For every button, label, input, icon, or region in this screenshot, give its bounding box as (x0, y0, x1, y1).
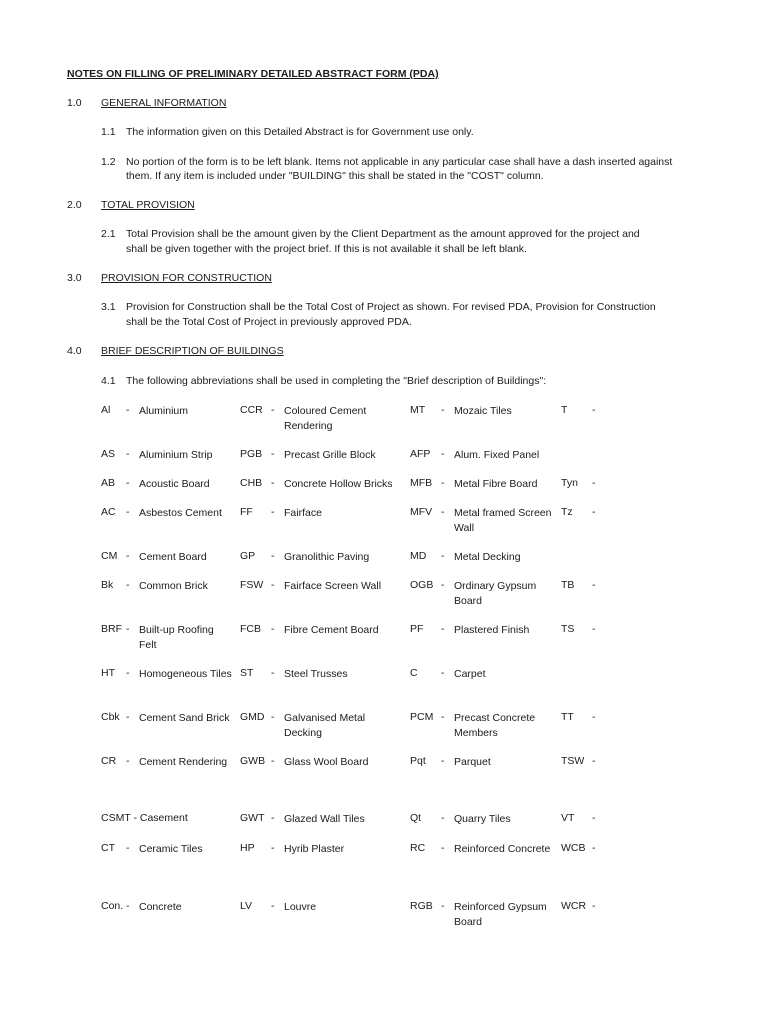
abbreviation-code: MFV (410, 506, 433, 518)
abbreviation-dash: - (441, 404, 445, 416)
abbreviation-code: WCB (561, 842, 586, 854)
abbreviation-code: CT (101, 842, 115, 854)
abbreviation-dash: - (271, 812, 275, 824)
section-heading: GENERAL INFORMATION (101, 97, 227, 109)
abbreviation-dash: - (441, 579, 445, 591)
abbreviation-description: Granolithic Paving (284, 551, 370, 563)
abbreviation-code: HP (240, 842, 255, 854)
abbreviation-description: Cement Sand Brick (139, 712, 230, 724)
abbreviation-dash: - (441, 812, 445, 824)
section-heading: BRIEF DESCRIPTION OF BUILDINGS (101, 345, 284, 357)
abbreviation-description: Mozaic Tiles (454, 405, 512, 417)
abbreviation-description: Hyrib Plaster (284, 843, 345, 855)
section-number: 1.0 (67, 97, 82, 109)
abbreviation-code: RC (410, 842, 426, 854)
section-heading: PROVISION FOR CONSTRUCTION (101, 272, 272, 284)
abbreviation-code: MD (410, 550, 427, 562)
abbreviation-description: Acoustic Board (139, 478, 210, 490)
abbreviation-description: Plastered Finish (454, 624, 530, 636)
abbreviation-code: Tz (561, 506, 573, 518)
abbreviation-code: CM (101, 550, 118, 562)
item-number: 1.2 (101, 156, 116, 168)
abbreviation-code: Qt (410, 812, 422, 824)
abbreviation-code: GWB (240, 755, 266, 767)
abbreviation-code: Pqt (410, 755, 426, 767)
abbreviation-description: Louvre (284, 901, 317, 913)
abbreviation-dash: - (271, 842, 275, 854)
abbreviation-description: Fairface (284, 507, 322, 519)
abbreviation-dash: - (126, 506, 130, 518)
abbreviation-dash: - (592, 579, 596, 591)
abbreviation-dash: - (271, 579, 275, 591)
abbreviation-dash: - (592, 623, 596, 635)
abbreviation-code: TB (561, 579, 575, 591)
abbreviation-code: PGB (240, 448, 263, 460)
abbreviation-dash: - (592, 711, 596, 723)
abbreviation-dash: - (441, 506, 445, 518)
abbreviation-description: Galvanised Metal Decking (284, 712, 366, 739)
abbreviation-description: Steel Trusses (284, 668, 348, 680)
abbreviation-dash: - (126, 623, 130, 635)
abbreviation-description: Cement Rendering (139, 756, 228, 768)
abbreviation-description: Metal framed Screen Wall (454, 507, 552, 534)
item-number: 4.1 (101, 375, 116, 387)
abbreviation-code: T (561, 404, 568, 416)
abbreviation-description: Ceramic Tiles (139, 843, 203, 855)
abbreviation-code: GWT (240, 812, 265, 824)
abbreviation-dash: - (271, 448, 275, 460)
abbreviation-description: Asbestos Cement (139, 507, 222, 519)
abbreviation-code: CR (101, 755, 117, 767)
abbreviation-dash: - (271, 755, 275, 767)
abbreviation-dash: - (441, 623, 445, 635)
abbreviation-description: Metal Fibre Board (454, 478, 538, 490)
abbreviation-code: OGB (410, 579, 434, 591)
abbreviation-code: TT (561, 711, 574, 723)
abbreviation-description: Fibre Cement Board (284, 624, 379, 636)
abbreviation-description: Glazed Wall Tiles (284, 813, 365, 825)
abbreviation-code: TSW (561, 755, 585, 767)
abbreviation-description: Aluminium (139, 405, 189, 417)
abbreviation-code: Con. (101, 900, 124, 912)
abbreviation-code: Al (101, 404, 111, 416)
abbreviation-code: C (410, 667, 418, 679)
abbreviation-description: Concrete Hollow Bricks (284, 478, 393, 490)
abbreviation-code: GP (240, 550, 256, 562)
abbreviation-dash: - (271, 477, 275, 489)
abbreviation-code: BRF (101, 623, 122, 635)
abbreviation-dash: - (126, 900, 130, 912)
abbreviation-code: VT (561, 812, 575, 824)
item-number: 3.1 (101, 301, 116, 313)
abbreviation-description: Aluminium Strip (139, 449, 213, 461)
abbreviation-dash: - (271, 623, 275, 635)
abbreviation-dash: - (441, 448, 445, 460)
abbreviation-dash: - (126, 755, 130, 767)
abbreviation-code: HT (101, 667, 115, 679)
abbreviation-dash: - (126, 667, 130, 679)
abbreviation-dash: - (271, 711, 275, 723)
item-text-line: Total Provision shall be the amount given by the Client Department as the amount approved for the project and (126, 228, 640, 240)
item-text-line: The following abbreviations shall be used in completing the "Brief description of Buildings": (126, 375, 547, 387)
abbreviation-description: Fairface Screen Wall (284, 580, 382, 592)
abbreviation-code: CHB (240, 477, 263, 489)
abbreviation-description: Quarry Tiles (454, 813, 511, 825)
abbreviation-dash: - (126, 477, 130, 489)
abbreviation-description: Carpet (454, 668, 486, 680)
abbreviation-code: PCM (410, 711, 434, 723)
abbreviation-code: FSW (240, 579, 264, 591)
section-number: 4.0 (67, 345, 82, 357)
abbreviation-description: Parquet (454, 756, 491, 768)
abbreviation-dash: - (592, 477, 596, 489)
abbreviation-dash: - (592, 755, 596, 767)
abbreviation-code: PF (410, 623, 424, 635)
item-number: 1.1 (101, 126, 116, 138)
abbreviation-code: WCR (561, 900, 587, 912)
abbreviation-dash: - (126, 579, 130, 591)
document-title: NOTES ON FILLING OF PRELIMINARY DETAILED ABSTRACT FORM (PDA) (67, 68, 439, 80)
abbreviation-dash: - (126, 448, 130, 460)
abbreviation-description: Precast Concrete Members (454, 712, 536, 739)
abbreviation-dash: - (441, 755, 445, 767)
abbreviation-description: Reinforced Concrete (454, 843, 551, 855)
abbreviation-description: Cement Board (139, 551, 207, 563)
abbreviation-dash: - (441, 667, 445, 679)
abbreviation-description: Reinforced Gypsum Board (454, 901, 547, 928)
abbreviation-description: Concrete (139, 901, 182, 913)
abbreviation-code: ST (240, 667, 254, 679)
abbreviation-code: AS (101, 448, 116, 460)
abbreviation-description: Metal Decking (454, 551, 521, 563)
abbreviation-dash: - (271, 506, 275, 518)
abbreviation-code: FF (240, 506, 253, 518)
abbreviation-code: GMD (240, 711, 265, 723)
item-text-line: them. If any item is included under "BUILDING" this shall be stated in the "COST" column. (126, 170, 544, 182)
abbreviation-dash: - (126, 711, 130, 723)
abbreviation-description: Glass Wool Board (284, 756, 369, 768)
abbreviation-code: Bk (101, 579, 114, 591)
abbreviation-code: CCR (240, 404, 263, 416)
abbreviation-description: Common Brick (139, 580, 208, 592)
item-number: 2.1 (101, 228, 116, 240)
abbreviation-dash: - (592, 900, 596, 912)
abbreviation-code: RGB (410, 900, 433, 912)
abbreviation-dash: - (592, 842, 596, 854)
abbreviation-description: Ordinary Gypsum Board (454, 580, 537, 607)
abbreviation-dash: - (441, 550, 445, 562)
section-number: 3.0 (67, 272, 82, 284)
abbreviation-code: Cbk (101, 711, 120, 723)
abbreviation-dash: - (126, 404, 130, 416)
abbreviation-dash: - (441, 477, 445, 489)
abbreviation-dash: - (271, 404, 275, 416)
item-text-line: shall be the Total Cost of Project in previously approved PDA. (126, 316, 412, 328)
abbreviation-description: Precast Grille Block (284, 449, 376, 461)
item-text-line: No portion of the form is to be left blank. Items not applicable in any particular case shall have a dash inserted against (126, 156, 673, 168)
abbreviation-dash: - (271, 900, 275, 912)
item-text-line: shall be given together with the project brief. If this is not available it shall be left blank. (126, 243, 527, 255)
abbreviation-code: LV (240, 900, 253, 912)
abbreviation-code: AB (101, 477, 116, 489)
abbreviation-dash: - (441, 900, 445, 912)
item-text-line: The information given on this Detailed Abstract is for Government use only. (126, 126, 474, 138)
item-text-line: Provision for Construction shall be the Total Cost of Project as shown. For revised PDA, Provision for Construction (126, 301, 656, 313)
abbreviation-description: Alum. Fixed Panel (454, 449, 540, 461)
abbreviation-code: AFP (410, 448, 431, 460)
abbreviation-dash: - (441, 842, 445, 854)
abbreviation-description: Homogeneous Tiles (139, 668, 232, 680)
abbreviation-dash: - (271, 667, 275, 679)
section-heading: TOTAL PROVISION (101, 199, 195, 211)
abbreviation-description: Built-up Roofing Felt (139, 624, 214, 651)
abbreviation-code: Tyn (561, 477, 578, 489)
abbreviation-code: MT (410, 404, 426, 416)
abbreviation-code: AC (101, 506, 116, 518)
abbreviation-dash: - (592, 812, 596, 824)
abbreviation-dash: - (126, 550, 130, 562)
abbreviation-code: CSMT - Casement (101, 812, 188, 824)
section-number: 2.0 (67, 199, 82, 211)
abbreviation-description: Coloured Cement Rendering (284, 405, 367, 432)
abbreviation-code: TS (561, 623, 575, 635)
abbreviation-code: FCB (240, 623, 261, 635)
abbreviation-code: MFB (410, 477, 433, 489)
abbreviation-dash: - (592, 404, 596, 416)
abbreviation-dash: - (271, 550, 275, 562)
abbreviation-dash: - (126, 842, 130, 854)
abbreviation-dash: - (441, 711, 445, 723)
abbreviation-dash: - (592, 506, 596, 518)
